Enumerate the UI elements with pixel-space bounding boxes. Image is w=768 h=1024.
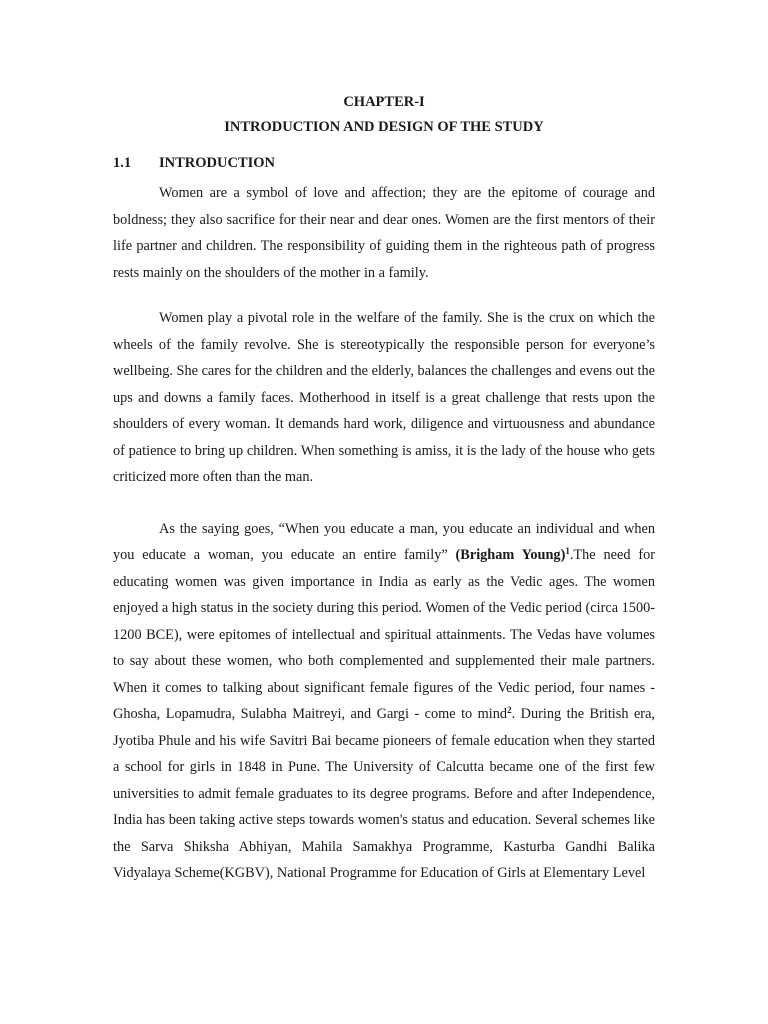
paragraph-2: Women play a pivotal role in the welfare of the family. She is the crux on which the wheels of the family revolve. She is stereotypically the responsible person for everyone’s wellbeing. She cares for the children and the elderly, balances the challenges and evens out the ups and downs a family faces. Motherhood in itself is a great challenge that rests upon the shoulders of every woman. It demands hard work, diligence and virtuousness and abundance of patience to bring up children. When something is amiss, it is the lady of the house who gets criticized more often than the man. — [113, 310, 655, 485]
paragraph-1: Women are a symbol of love and affection; they are the epitome of courage and boldness; they also sacrifice for their near and dear ones. Women are the first mentors of their life partner and children. The responsibility of guiding them in the righteous path of progress rests mainly on the shoulders of the mother in a family. — [113, 185, 655, 281]
section-title: INTRODUCTION — [159, 155, 276, 171]
footnote-marker-1[interactable]: 1 — [565, 546, 570, 556]
paragraph-3-text-c: . During the British era, Jyotiba Phule and his wife Savitri Bai became pioneers of female education when they started a school for girls in 1848 in Pune. The University of Calcutta became one of the first few universities to admit female graduates to its degree programs. Before and after Independence, India has been taking active steps towards women's status and education. Several schemes like the Sarva Shiksha Abhiyan, Mahila Samakhya Programme, Kasturba Gandhi Balika Vidyalaya Scheme(KGBV), National Programme for Education of Girls at Elementary Level — [113, 706, 655, 881]
document-page — [113, 86, 655, 887]
chapter-label: CHAPTER-I — [343, 94, 425, 110]
chapter-title: INTRODUCTION AND DESIGN OF THE STUDY — [224, 119, 544, 135]
citation-brigham-young: (Brigham Young) — [455, 547, 566, 563]
footnote-marker-2[interactable]: 2 — [507, 705, 512, 715]
section-number: 1.1 — [113, 155, 132, 171]
paragraph-3-text-a: As the saying goes, “When you educate a man, you educate an individual and when you educate a woman, you educate an entire family” — [113, 520, 655, 563]
paragraph-3-text-b: .The need for educating women was given importance in India as early as the Vedic ages. The women enjoyed a high status in the society during this period. Women of the Vedic period (circa 1500-1200 BCE), were epitomes of intellectual and spiritual attainments. The Vedas have volumes to say about these women, who both complemented and supplemented their male partners. When it comes to talking about significant female figures of the Vedic period, four names - Ghosha, Lopamudra, Sulabha Maitreyi, and Gargi - come to mind — [113, 547, 655, 722]
section-heading — [113, 152, 655, 174]
paragraph-3 — [113, 516, 655, 887]
